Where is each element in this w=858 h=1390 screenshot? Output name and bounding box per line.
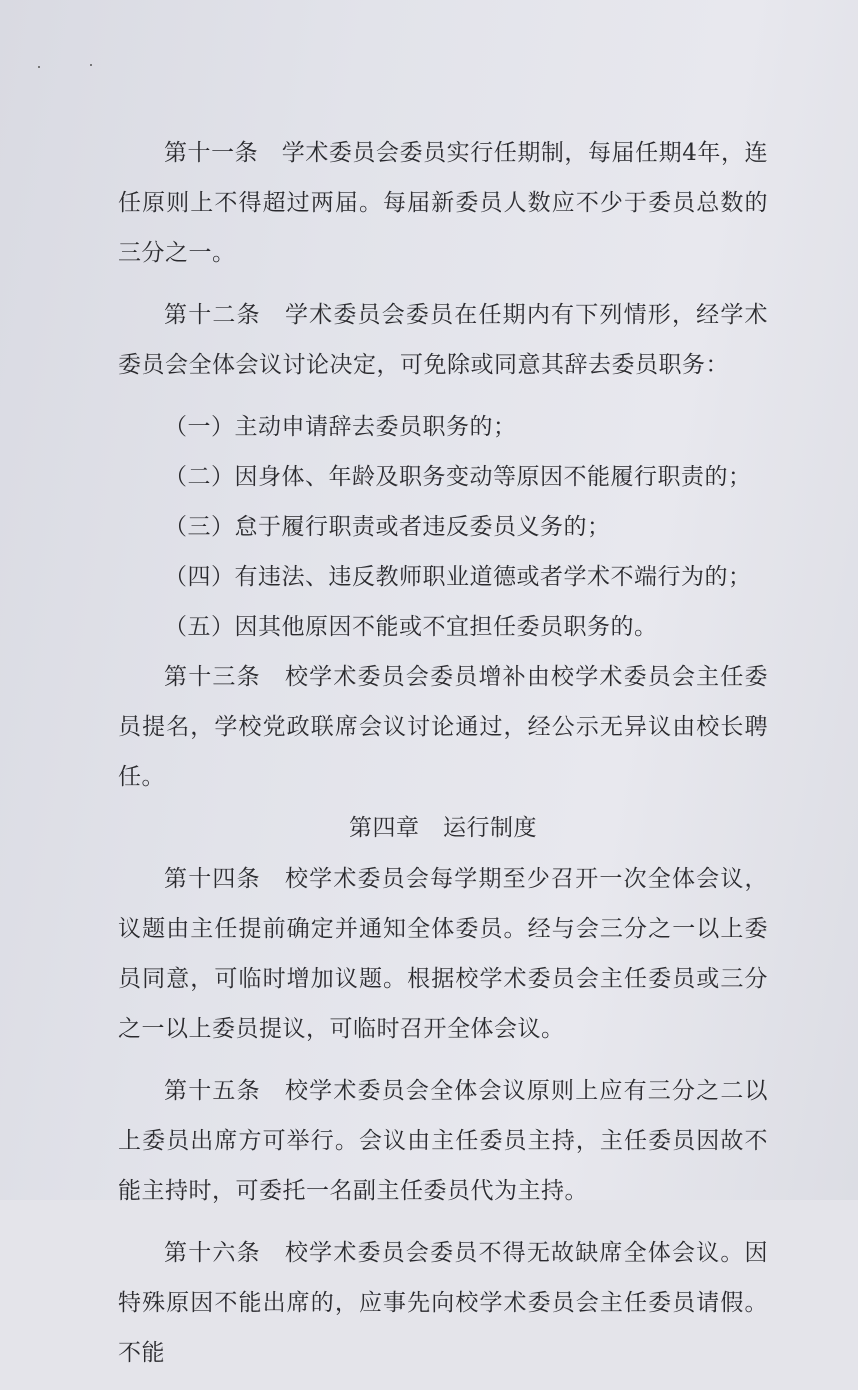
list-item: （五）因其他原因不能或不宜担任委员职务的。 <box>164 614 658 640</box>
speck <box>90 64 92 66</box>
article-16: 第十六条 校学术委员会委员不得无故缺席全体会议。因特殊原因不能出席的，应事先向校学术委员会主任委员请假。不能 <box>118 1240 768 1366</box>
document-body <box>118 128 768 1390</box>
speck <box>38 66 40 68</box>
article-14: 第十四条 校学术委员会每学期至少召开一次全体会议，议题由主任提前确定并通知全体委员。经与会三分之一以上委员同意，可临时增加议题。根据校学术委员会主任委员或三分之一以上委员提议，可临时召开全体会议。 <box>118 866 768 1042</box>
article-13: 第十三条 校学术委员会委员增补由校学术委员会主任委员提名，学校党政联席会议讨论通过，经公示无异议由校长聘任。 <box>118 664 768 790</box>
article-12: 第十二条 学术委员会委员在任期内有下列情形，经学术委员会全体会议讨论决定，可免除或同意其辞去委员职务： <box>118 302 768 378</box>
article-11: 第十一条 学术委员会委员实行任期制，每届任期4年，连任原则上不得超过两届。每届新委员人数应不少于委员总数的三分之一。 <box>118 140 768 266</box>
list-item: （四）有违法、违反教师职业道德或者学术不端行为的； <box>164 564 752 590</box>
article-15: 第十五条 校学术委员会全体会议原则上应有三分之二以上委员出席方可举行。会议由主任委员主持，主任委员因故不能主持时，可委托一名副主任委员代为主持。 <box>118 1078 768 1204</box>
list-item: （二）因身体、年龄及职务变动等原因不能履行职责的； <box>164 464 752 490</box>
chapter-heading: 第四章 运行制度 <box>349 815 537 841</box>
list-item: （三）怠于履行职责或者违反委员义务的； <box>164 514 611 540</box>
list-item: （一）主动申请辞去委员职务的； <box>164 414 517 440</box>
article-12-items <box>118 402 768 652</box>
